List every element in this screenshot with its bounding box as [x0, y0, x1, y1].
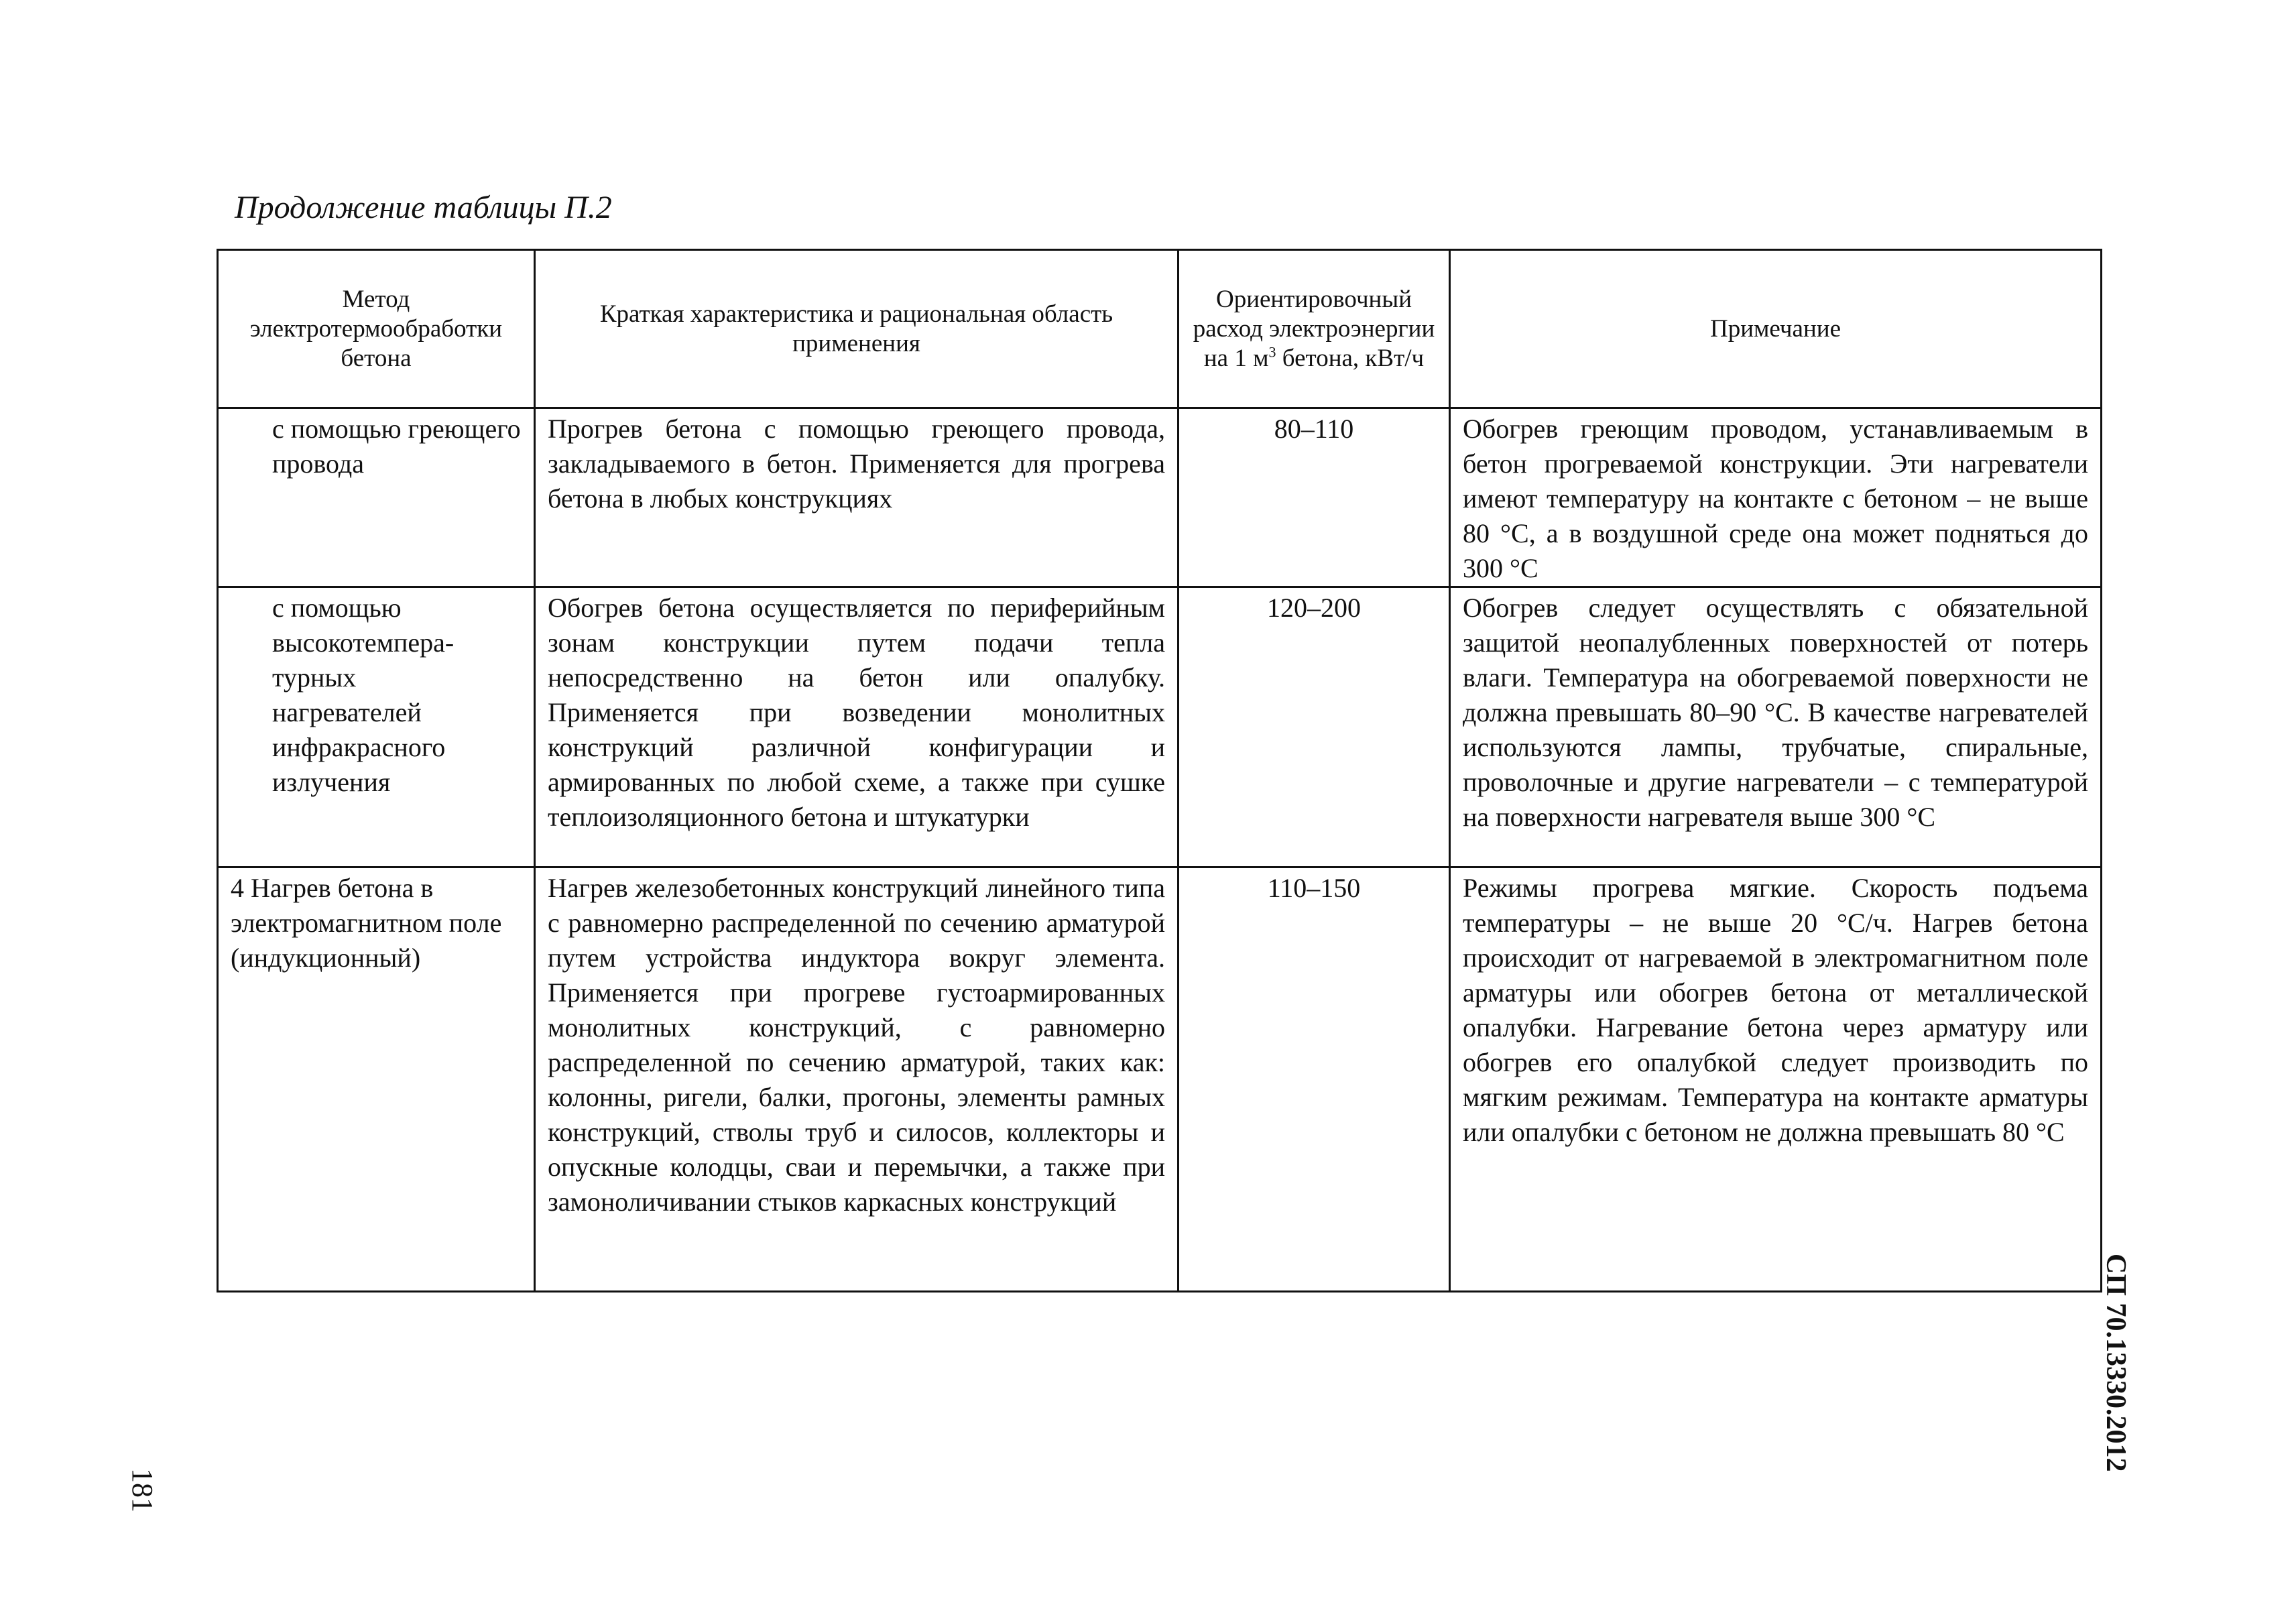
row-description: Прогрев бетона с помощью греющего провода, закладываемого в бетон. Применяется для прогрева бетона в любых конструкциях: [535, 408, 1179, 587]
row-method: 4 Нагрев бетона в электромагнитном поле (индукционный): [218, 867, 535, 1292]
row-note: Обогрев следует осуществлять с обязательной защитой неопалубленных поверхностей от потерь влаги. Температура на обогреваемой поверхности не должна превышать 80–90 °С. В качестве нагревателей используются лампы, трубчатые, спиральные, проволочные и другие нагреватели – с температурой на поверхности нагревателя выше 300 °С: [1450, 587, 2102, 867]
row-note: Обогрев греющим проводом, устанавливаемым в бетон прогреваемой конструкции. Эти нагреватели имеют температуру на контакте с бетоном – не выше 80 °С, а в воздушной среде она может подняться до 300 °С: [1450, 408, 2102, 587]
table-row: [218, 408, 2102, 587]
row-method: с помощью высокотемпера-турных нагревателей инфракрасного излучения: [218, 587, 535, 867]
row-description: Обогрев бетона осуществляется по периферийным зонам конструкции путем подачи тепла непосредственно на бетон или опалубку. Применяется при возведении монолитных конструкций различной конфигурации и армированных по любой схеме, а также при сушке теплоизоляционного бетона и штукатурки: [535, 587, 1179, 867]
row-energy: 80–110: [1179, 408, 1450, 587]
header-method: Метод электротермообработки бетона: [218, 250, 535, 408]
table-row: [218, 587, 2102, 867]
page-number: 181: [126, 1468, 159, 1512]
row-description: Нагрев железобетонных конструкций линейного типа с равномерно распределенной по сечению арматурой путем устройства индуктора вокруг элемента. Применяется при прогреве густоармированных монолитных конструкций, с равномерно распределенной по сечению арматурой, таких как: колонны, ригели, балки, прогоны, элементы рамных конструкций, стволы труб и силосов, коллекторы и опускные колодцы, сваи и перемычки, а также при замоноличивании стыков каркасных конструкций: [535, 867, 1179, 1292]
heating-methods-table: [217, 249, 2102, 1293]
header-note: Примечание: [1450, 250, 2102, 408]
header-description: Краткая характеристика и рациональная область применения: [535, 250, 1179, 408]
document-code: СП 70.13330.2012: [2100, 1254, 2131, 1472]
table-caption: Продолжение таблицы П.2: [235, 190, 612, 225]
row-energy: 120–200: [1179, 587, 1450, 867]
header-energy: Ориентировочный расход электроэнергии на 1 $м^3$ бетона, кВт/ч: [1179, 250, 1450, 408]
table-row: [218, 867, 2102, 1292]
row-energy: 110–150: [1179, 867, 1450, 1292]
row-note: Режимы прогрева мягкие. Скорость подъема температуры – не выше 20 °С/ч. Нагрев бетона происходит от нагреваемой в электромагнитном поле арматуры или обогрев бетона от металлической опалубки. Нагревание бетона через арматуру или обогрев его опалубкой следует производить по мягким режимам. Температура на контакте арматуры или опалубки с бетоном не должна превышать 80 °С: [1450, 867, 2102, 1292]
row-method: с помощью греющего провода: [218, 408, 535, 587]
table-header-row: [218, 250, 2102, 408]
